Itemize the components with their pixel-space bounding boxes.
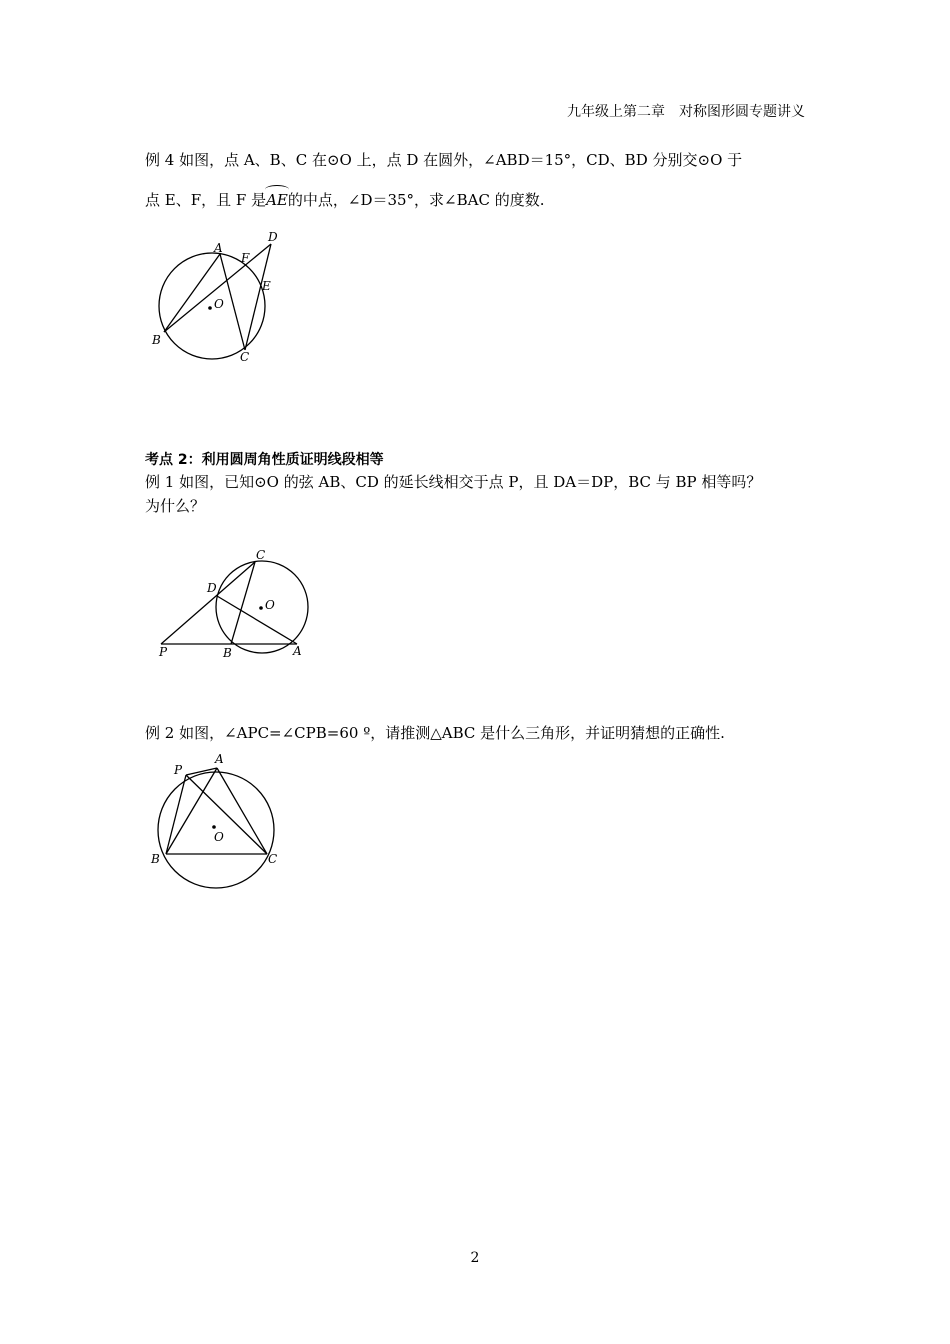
section-2-title: 考点 2：利用圆周角性质证明线段相等 bbox=[145, 452, 384, 468]
label-f: F bbox=[241, 251, 250, 265]
label-e: E bbox=[262, 279, 271, 293]
figure-example-4 bbox=[150, 228, 290, 368]
label-o: O bbox=[265, 598, 275, 612]
example-1-line-1: 例 1 如图，已知⊙O 的弦 AB、CD 的延长线相交于点 P，且 DA＝DP，BC 与 BP 相等吗？ bbox=[145, 473, 762, 491]
segment-ac bbox=[217, 768, 267, 854]
center-point-o bbox=[212, 825, 216, 829]
label-c: C bbox=[240, 350, 250, 364]
example-4-line-2 bbox=[145, 190, 545, 210]
page-number: 2 bbox=[470, 1250, 480, 1266]
label-o: O bbox=[214, 830, 224, 844]
segment-bc bbox=[231, 562, 255, 644]
label-b: B bbox=[223, 646, 232, 660]
segment-pb bbox=[166, 775, 186, 854]
figure-example-1 bbox=[155, 548, 320, 663]
example-4-line-2-start: 点 E、F，且 F 是 bbox=[145, 191, 267, 209]
label-d: D bbox=[268, 230, 278, 244]
circle-o bbox=[159, 253, 265, 359]
label-a: A bbox=[214, 241, 223, 255]
page-header: 九年级上第二章 对称图形圆专题讲义 bbox=[567, 104, 805, 120]
label-c: C bbox=[256, 548, 266, 562]
label-b: B bbox=[152, 333, 161, 347]
label-b: B bbox=[151, 852, 160, 866]
label-c: C bbox=[268, 852, 278, 866]
example-4-line-2-end: 的中点，∠D＝35°，求∠BAC 的度数. bbox=[287, 191, 545, 209]
figure-example-2 bbox=[148, 750, 288, 890]
label-a: A bbox=[293, 644, 302, 658]
label-o: O bbox=[214, 297, 224, 311]
segment-da bbox=[217, 596, 297, 644]
label-a: A bbox=[215, 752, 224, 766]
segment-pc bbox=[161, 562, 255, 644]
arc-ae-notation: AE bbox=[266, 191, 288, 209]
label-d: D bbox=[207, 581, 217, 595]
label-p: P bbox=[159, 645, 168, 659]
example-4-line-1: 例 4 如图，点 A、B、C 在⊙O 上，点 D 在圆外，∠ABD＝15°，CD、BD 分别交⊙O 于 bbox=[145, 151, 743, 169]
center-point-o bbox=[259, 606, 263, 610]
example-1-line-2: 为什么？ bbox=[145, 497, 206, 515]
label-p: P bbox=[174, 763, 183, 777]
example-2-line-1: 例 2 如图，∠APC=∠CPB=60 º，请推测△ABC 是什么三角形，并证明猜想的正确性. bbox=[145, 724, 725, 742]
center-point-o bbox=[208, 306, 212, 310]
